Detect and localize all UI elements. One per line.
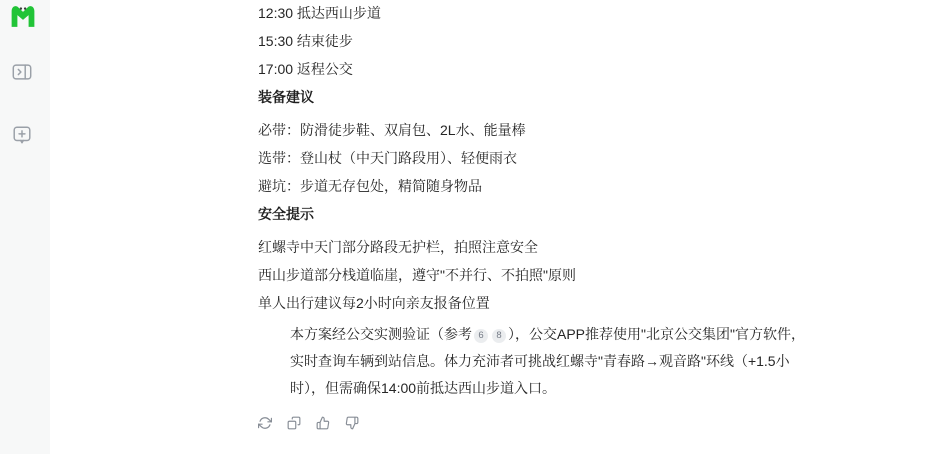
like-button[interactable] xyxy=(313,413,333,433)
itinerary-line: 15:30 结束徒步 xyxy=(258,33,353,49)
regenerate-button[interactable] xyxy=(255,413,275,433)
chat-main xyxy=(50,0,926,454)
equipment-line: 避坑：步道无存包处，精简随身物品 xyxy=(258,178,482,194)
itinerary-line: 12:30 抵达西山步道 xyxy=(258,5,381,21)
safety-heading: 安全提示 xyxy=(258,206,314,222)
note-text-before: 本方案经公交实测验证（参考 xyxy=(290,326,472,342)
equipment-heading: 装备建议 xyxy=(258,89,314,105)
new-chat-bubble-plus-icon xyxy=(11,124,33,146)
toggle-sidebar-button[interactable] xyxy=(9,59,35,85)
panel-expand-icon xyxy=(11,61,33,83)
refresh-icon xyxy=(258,416,272,430)
verification-note xyxy=(290,321,818,402)
assistant-message xyxy=(258,3,820,433)
copy-button[interactable] xyxy=(284,413,304,433)
message-action-bar xyxy=(255,413,820,433)
itinerary-line: 17:00 返程公交 xyxy=(258,61,353,77)
sidebar xyxy=(0,0,50,454)
thumbs-up-icon xyxy=(316,416,330,430)
safety-line: 西山步道部分栈道临崖，遵守"不并行、不拍照"原则 xyxy=(258,267,576,283)
citation-badge[interactable]: 8 xyxy=(492,329,506,343)
monica-logo[interactable] xyxy=(9,3,37,28)
monica-logo-icon xyxy=(9,3,37,28)
safety-line: 单人出行建议每2小时向亲友报备位置 xyxy=(258,295,490,311)
new-chat-button[interactable] xyxy=(9,122,35,148)
note-text-after: ），公交APP推荐使用"北京公交集团"官方软件，实时查询车辆到站信息。体力充沛者可挑战红螺寺"青春路→观音路"环线（+1.5小时），但需确保14:00前抵达西山步道入口。 xyxy=(290,326,805,396)
copy-icon xyxy=(287,416,301,430)
thumbs-down-icon xyxy=(345,416,359,430)
citation-badge[interactable]: 6 xyxy=(474,329,488,343)
safety-line: 红螺寺中天门部分路段无护栏，拍照注意安全 xyxy=(258,239,538,255)
dislike-button[interactable] xyxy=(342,413,362,433)
equipment-line: 选带：登山杖（中天门路段用）、轻便雨衣 xyxy=(258,150,517,166)
equipment-line: 必带：防滑徒步鞋、双肩包、2L水、能量棒 xyxy=(258,122,526,138)
